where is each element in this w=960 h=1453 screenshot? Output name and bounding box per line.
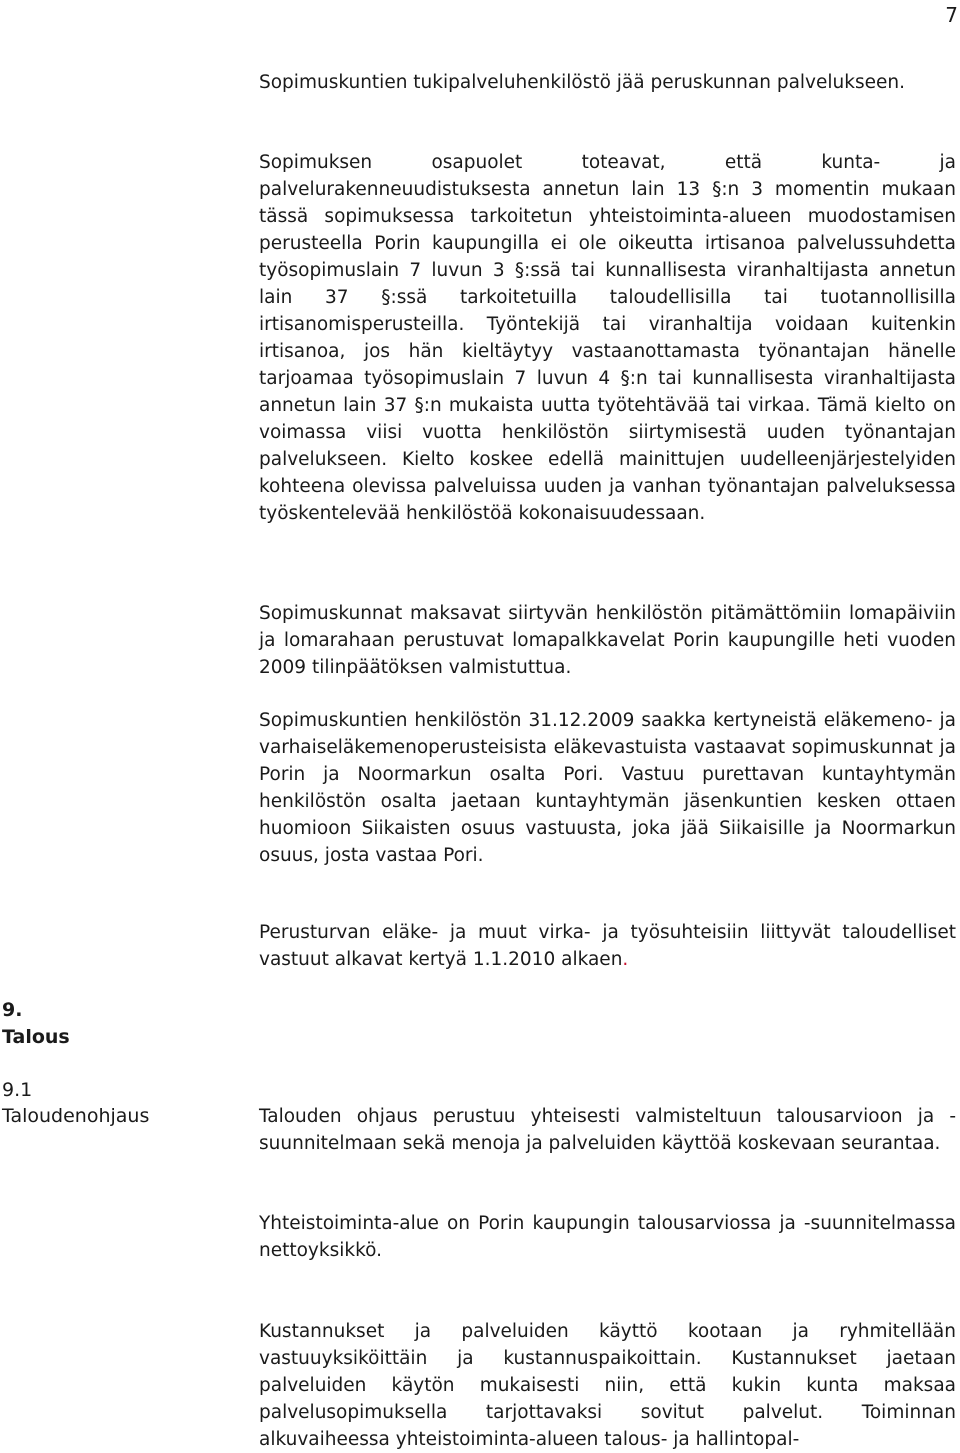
page-number: 7 <box>945 3 958 27</box>
paragraph-financial-liabilities <box>259 919 956 973</box>
paragraph-holiday-pay: Sopimuskunnat maksavat siirtyvän henkilöstön pitämättömiin lomapäiviin ja lomarahaan perustuvat lomapalkkavelat Porin kaupungille heti vuoden 2009 tilinpäätöksen valmistuttua. <box>259 603 956 678</box>
paragraph-end-mark: . <box>622 949 629 970</box>
section-9-title: Talous <box>2 1026 70 1048</box>
paragraph-pension-liabilities: Sopimuskuntien henkilöstön 31.12.2009 saakka kertyneistä eläkemeno- ja varhaiseläkemenoperusteisista eläkevastuista vastaavat sopimuskunnat ja Porin ja Noormarkun osalta Pori. Vastuu purettavan kuntayhtymän henkilöstön osalta jaetaan kuntayhtymän jäsenkuntien kesken ottaen huomioon Siikaisten osuus vastuusta, joka jää Siikaisille ja Noormarkun osuus, josta vastaa Pori. <box>259 710 956 866</box>
paragraph-support-staff: Sopimuskuntien tukipalveluhenkilöstö jää peruskunnan palvelukseen. <box>259 72 905 93</box>
paragraph-financial-control: Talouden ohjaus perustuu yhteisesti valmisteltuun talousarvioon ja -suunnitelmaan sekä menoja ja palveluiden käyttöä koskevaan seurantaa. <box>259 1106 956 1154</box>
section-9-number: 9. <box>2 999 23 1021</box>
section-9-1-number: 9.1 <box>2 1079 33 1101</box>
paragraph-net-unit: Yhteistoiminta-alue on Porin kaupungin talousarviossa ja -suunnitelmassa nettoyksikkö. <box>259 1213 956 1261</box>
paragraph-dismissal-protection: Sopimuksen osapuolet toteavat, että kunta- ja palvelurakenneuudistuksesta annetun lain 13 §:n 3 momentin mukaan tässä sopimuksessa tarkoitetun yhteistoiminta-alueen muodostamisen perusteella Porin kaupungilla ei ole oikeutta irtisanoa palvelussuhdetta työsopimuslain 7 luvun 3 §:ssä tai kunnallisesta viranhaltijasta annetun lain 37 §:ssä tarkoitetuilla taloudellisilla tai tuotannollisilla irtisanomisperusteilla. Työntekijä tai viranhaltija voidaan kuitenkin irtisanoa, jos hän kieltäytyy vastaanottamasta työnantajan hänelle tarjoamaa työsopimuslain 7 luvun 4 §:n tai kunnallisesta viranhaltijasta annetun lain 37 §:n mukaista uutta työtehtävää tai virkaa. Tämä kielto on voimassa viisi vuotta henkilöstön siirtymisestä uuden työnantajan palvelukseen. Kielto koskee edellä mainittujen uudelleenjärjestelyiden kohteena olevissa palveluissa uuden ja vanhan työnantajan palveluksessa työskentelevää henkilöstöä kokonaisuudessaan. <box>259 152 956 524</box>
paragraph-cost-allocation: Kustannukset ja palveluiden käyttö kootaan ja ryhmitellään vastuuyksiköittäin ja kustannuspaikoittain. Kustannukset jaetaan palveluiden käytön mukaisesti niin, että kukin kunta maksaa palvelusopimuksella tarjottavaksi sovitut palvelut. Toiminnan alkuvaiheessa yhteistoiminta-alueen talous- ja hallintopal- <box>259 1321 956 1450</box>
paragraph-financial-liabilities-text: Perusturvan eläke- ja muut virka- ja työsuhteisiin liittyvät taloudelliset vastuut alkavat kertyä 1.1.2010 alkaen <box>259 922 956 970</box>
section-9-1-title: Taloudenohjaus <box>2 1105 150 1127</box>
